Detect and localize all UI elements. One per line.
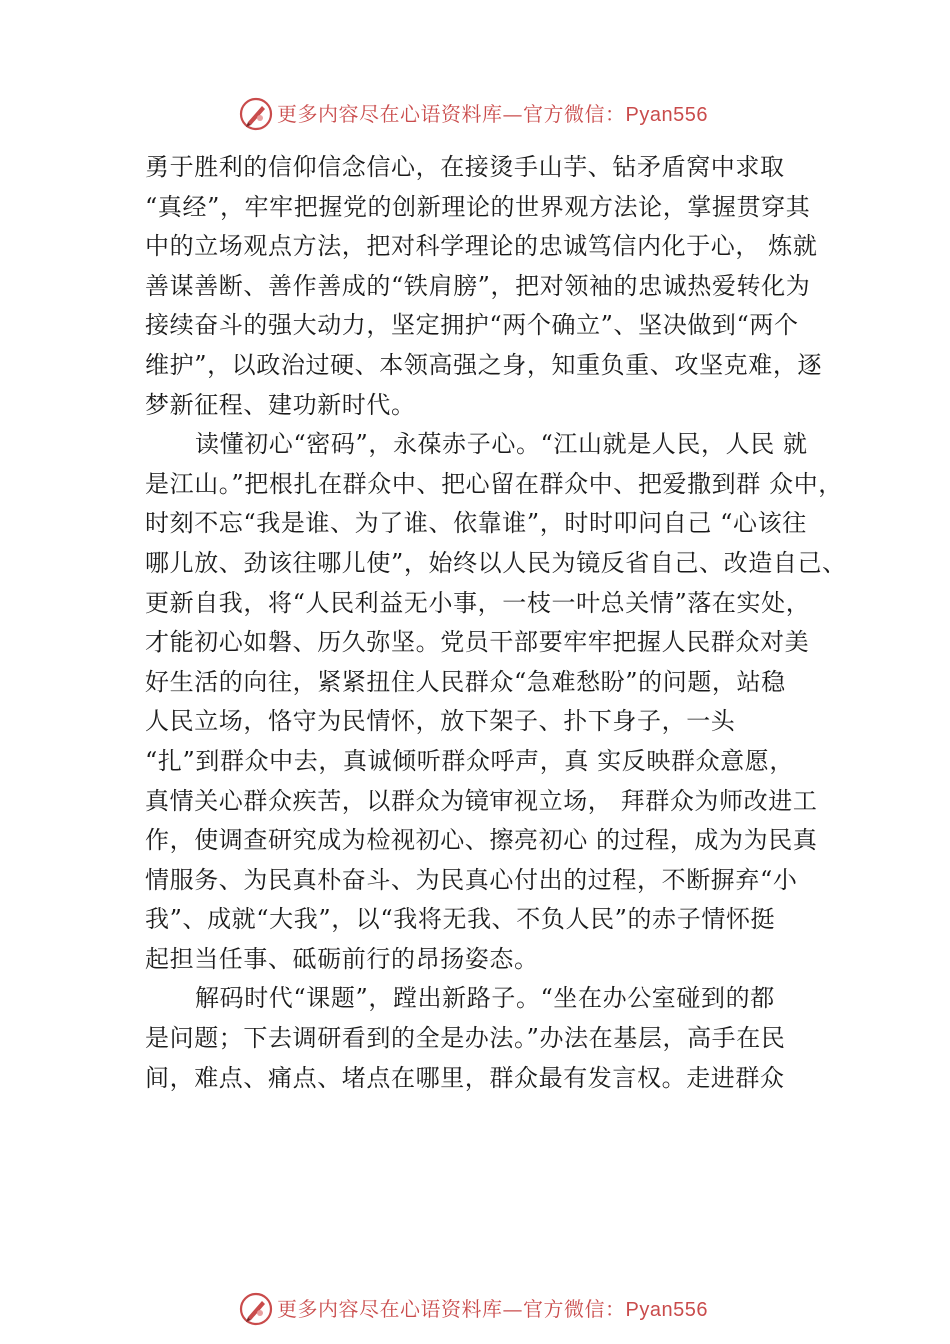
text-line: 哪儿放、劲该往哪儿使”，始终以人民为镜反省自己、改造自己、 bbox=[145, 548, 847, 577]
text-line: 好生活的向往，紧紧扭住人民群众“急难愁盼”的问题，站稳 bbox=[145, 667, 786, 696]
footer-promo-text: 更多内容尽在心语资料库—官方微信： bbox=[277, 1297, 626, 1321]
text-line: 勇于胜利的信仰信念信心，在接烫手山芋、钻矛盾窝中求取 bbox=[145, 153, 785, 181]
text-line: 真情关心群众疾苦，以群众为镜审视立场， 拜群众为师改进工 bbox=[145, 786, 818, 815]
text-line: 更新自我，将“人民利益无小事，一枝一叶总关情”落在实处， bbox=[145, 588, 811, 617]
footer-banner bbox=[0, 1289, 950, 1329]
text-line: 间，难点、痛点、堵点在哪里，群众最有发言权。走进群众 bbox=[145, 1063, 785, 1092]
text-line: 人民立场，恪守为民情怀，放下架子、扑下身子，一头 bbox=[145, 707, 736, 736]
text-line: 接续奋斗的强大动力，坚定拥护“两个确立”、坚决做到“两个 bbox=[145, 311, 799, 340]
paragraph-start-line: 解码时代“课题”，蹚出新路子。“坐在办公室碰到的都 bbox=[195, 984, 775, 1013]
pen-logo-icon bbox=[238, 96, 274, 132]
text-line: 时刻不忘“我是谁、为了谁、依靠谁”，时时叩问自己 “心该往 bbox=[145, 509, 807, 538]
text-line: 作，使调查研究成为检视初心、擦亮初心 的过程，成为为民真 bbox=[145, 826, 818, 855]
footer-promo bbox=[277, 1295, 708, 1324]
text-line: “扎”到群众中去，真诚倾听群众呼声，真 实反映群众意愿， bbox=[145, 746, 794, 775]
text-line: 是问题；下去调研看到的全是办法。”办法在基层，高手在民 bbox=[145, 1024, 786, 1053]
text-line: 中的立场观点方法，把对科学理论的忠诚笃信内化于心， 炼就 bbox=[145, 232, 818, 261]
header-promo bbox=[277, 100, 708, 129]
pen-logo-icon bbox=[238, 1291, 274, 1327]
text-line: 我”、成就“大我”，以“我将无我、不负人民”的赤子情怀挺 bbox=[145, 905, 776, 934]
text-line: “真经”，牢牢把握党的创新理论的世界观方法论，掌握贯穿其 bbox=[145, 192, 811, 221]
text-line: 情服务、为民真朴奋斗、为民真心付出的过程，不断摒弃“小 bbox=[145, 865, 798, 894]
text-line: 起担当任事、砥砺前行的昂扬姿态。 bbox=[145, 944, 539, 973]
text-line: 梦新征程、建功新时代。 bbox=[145, 390, 416, 419]
text-line: 善谋善断、善作善成的“铁肩膀”，把对领袖的忠诚热爱转化为 bbox=[145, 271, 811, 300]
text-line: 才能初心如磐、历久弥坚。党员干部要牢牢把握人民群众对美 bbox=[145, 628, 810, 657]
text-line: 是江山。”把根扎在群众中、把心留在群众中、把爱撒到群 众中， bbox=[145, 469, 843, 498]
header-account: Pyan556 bbox=[625, 104, 708, 126]
paragraph-start-line: 读懂初心“密码”，永葆赤子心。“江山就是人民，人民 就 bbox=[195, 430, 808, 459]
text-line: 维护”，以政治过硬、本领高强之身，知重负重、攻坚克难，逐 bbox=[145, 350, 823, 379]
header-banner bbox=[0, 94, 950, 134]
header-promo-text: 更多内容尽在心语资料库—官方微信： bbox=[277, 102, 626, 126]
document-body bbox=[145, 148, 845, 1098]
footer-account: Pyan556 bbox=[625, 1299, 708, 1321]
